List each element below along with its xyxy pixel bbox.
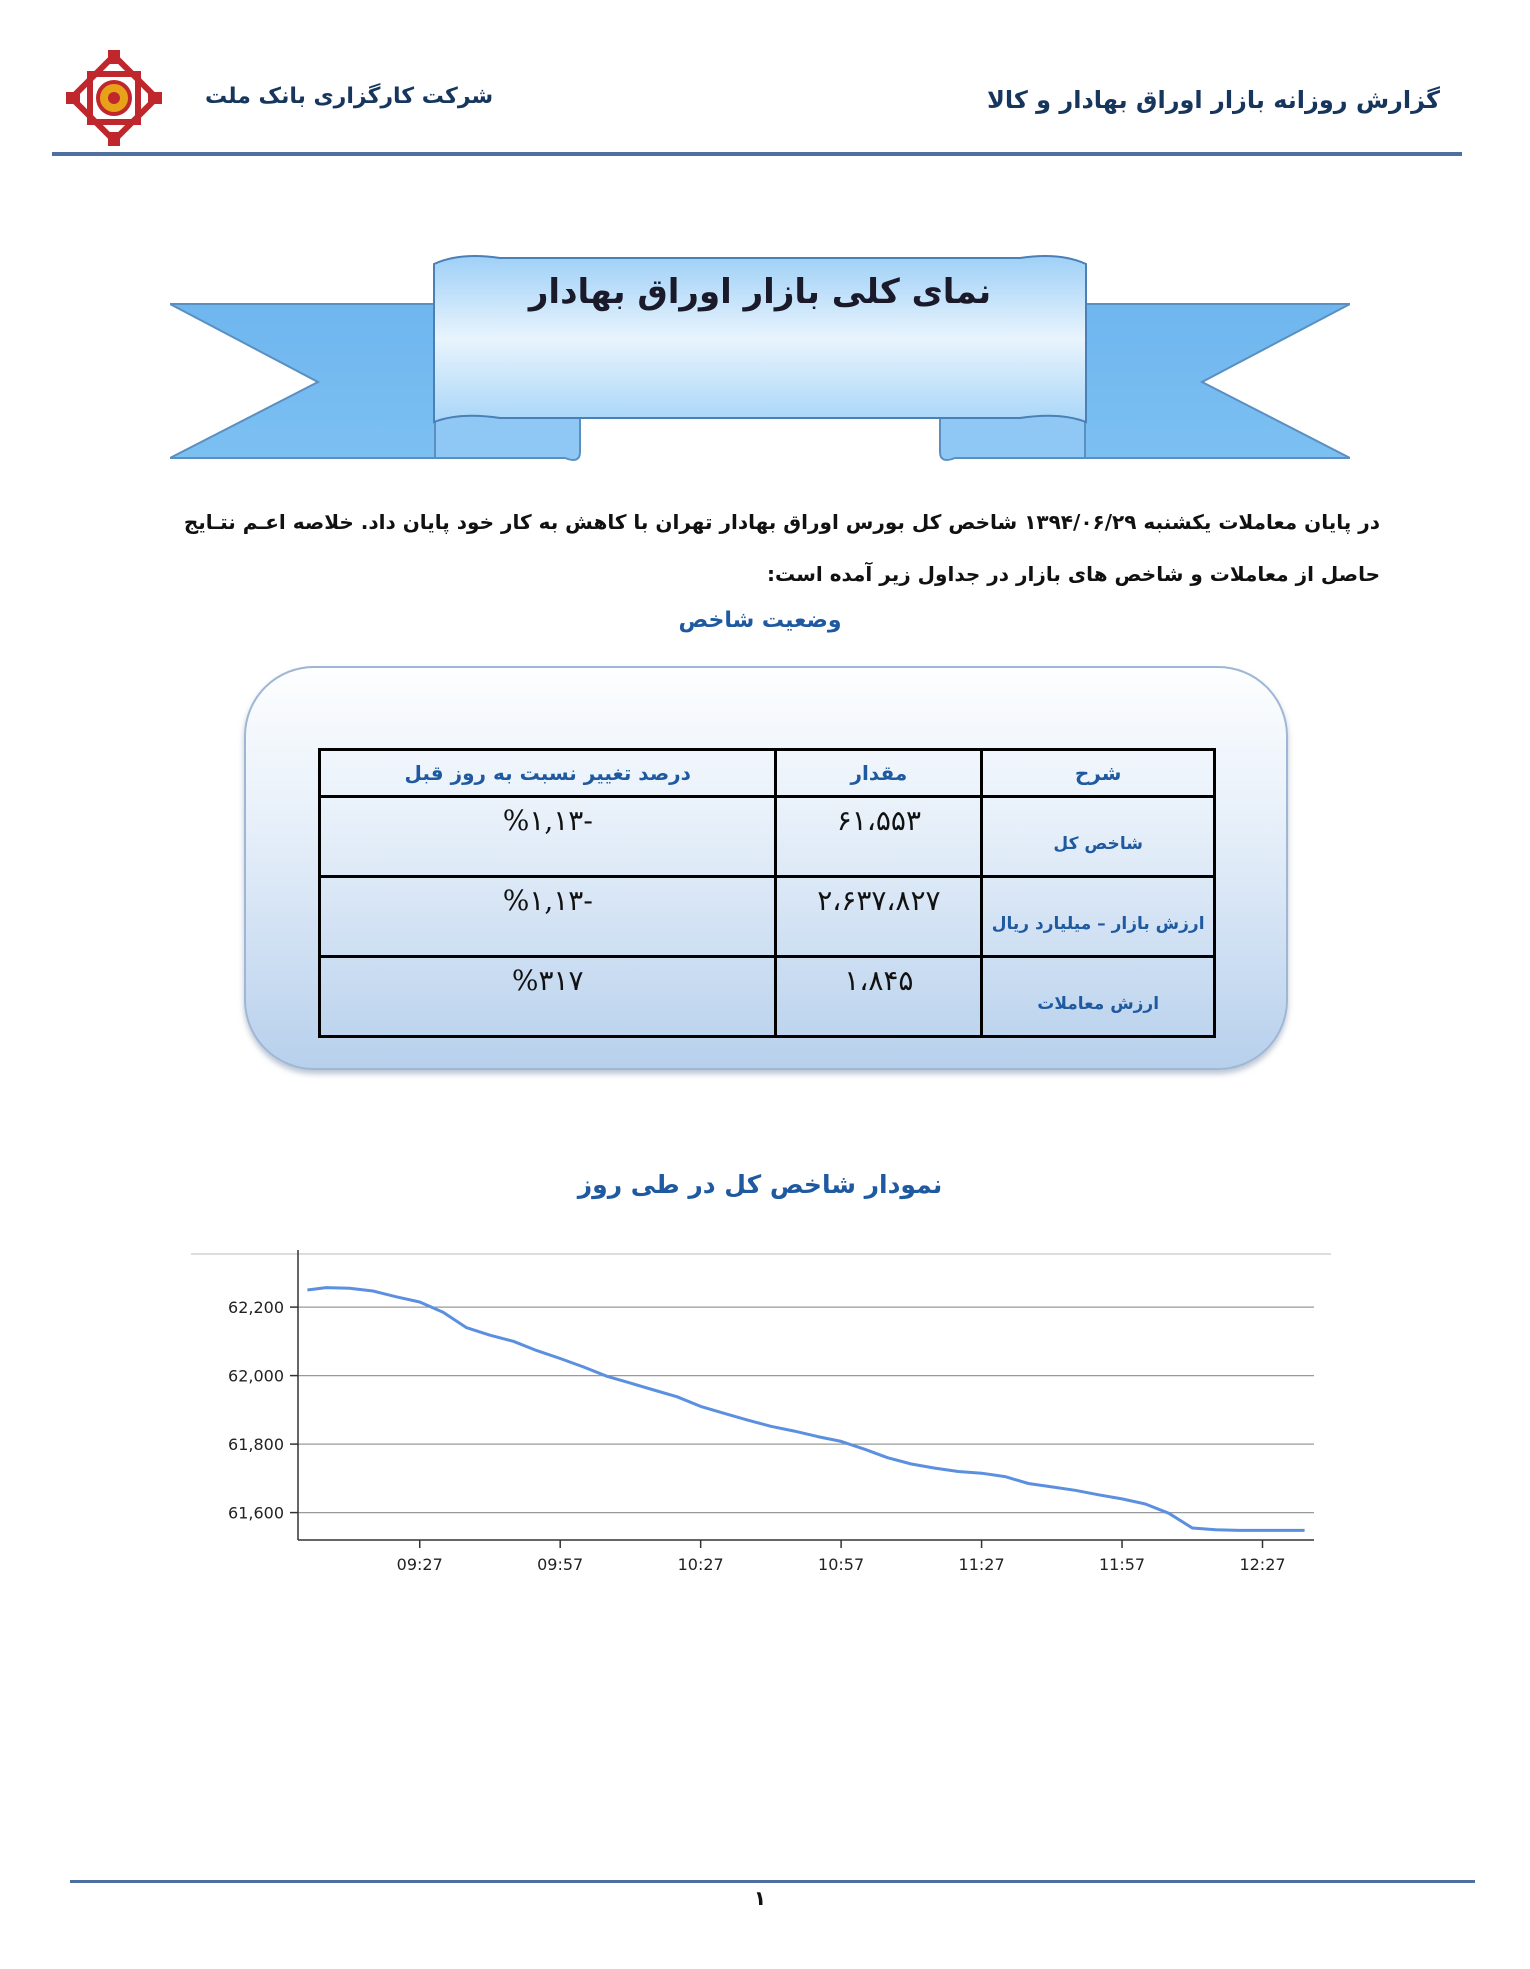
banner-title: نمای کلی بازار اوراق بهادار <box>528 272 992 312</box>
intro-line-1: در پایان معاملات یکشنبه ۱۳۹۴/۰۶/۲۹ شاخص کل بورس اوراق بهادار تهران با کاهش به کار خود پایان داد. خلاصه اعـم نتـایج <box>183 510 1380 534</box>
row-label: ارزش معاملات <box>982 957 1215 1037</box>
y-tick-label: 61,600 <box>228 1503 284 1523</box>
row-label: ارزش بازار – میلیارد ریال <box>982 877 1215 957</box>
table-row <box>320 877 1215 957</box>
index-status-table <box>318 748 1216 1038</box>
row-change: -%۱,۱۳ <box>320 877 776 957</box>
x-tick-label: 12:27 <box>1239 1555 1286 1574</box>
x-tick-label: 09:57 <box>537 1555 584 1574</box>
header-divider <box>52 152 1462 156</box>
x-tick-label: 10:27 <box>677 1555 724 1574</box>
row-value: ۱،۸۴۵ <box>776 957 982 1037</box>
company-logo <box>62 46 166 150</box>
column-header-change: درصد تغییر نسبت به روز قبل <box>320 750 776 797</box>
x-tick-label: 10:57 <box>818 1555 865 1574</box>
table-row <box>320 957 1215 1037</box>
y-tick-label: 62,000 <box>228 1366 284 1386</box>
series-line-index <box>307 1288 1304 1531</box>
x-tick-label: 11:57 <box>1098 1555 1146 1574</box>
row-change: -%۱,۱۳ <box>320 797 776 877</box>
intro-line-2: حاصل از معاملات و شاخص های بازار در جداول زیر آمده است: <box>767 562 1380 586</box>
table-header-row <box>320 750 1215 797</box>
footer-divider <box>70 1880 1475 1883</box>
row-value: ۲،۶۳۷،۸۲۷ <box>776 877 982 957</box>
chart-title: نمودار شاخص کل در طی روز <box>577 1170 943 1199</box>
intraday-index-chart <box>186 1240 1336 1590</box>
report-title: گزارش روزانه بازار اوراق بهادار و کالا <box>986 86 1440 114</box>
intro-paragraph <box>140 496 1380 600</box>
y-tick-label: 61,800 <box>228 1435 284 1455</box>
x-tick-label: 11:27 <box>958 1555 1005 1574</box>
table-row <box>320 797 1215 877</box>
index-status-title: وضعیت شاخص <box>678 608 842 633</box>
row-label: شاخص کل <box>982 797 1215 877</box>
row-value: ۶۱،۵۵۳ <box>776 797 982 877</box>
y-tick-label: 62,200 <box>228 1298 284 1318</box>
column-header-description: شرح <box>982 750 1215 797</box>
page-number: ۱ <box>753 1886 767 1910</box>
company-name: شرکت کارگزاری بانک ملت <box>205 84 494 109</box>
x-tick-label: 09:27 <box>396 1555 443 1574</box>
column-header-value: مقدار <box>776 750 982 797</box>
row-change: %۳۱۷ <box>320 957 776 1037</box>
